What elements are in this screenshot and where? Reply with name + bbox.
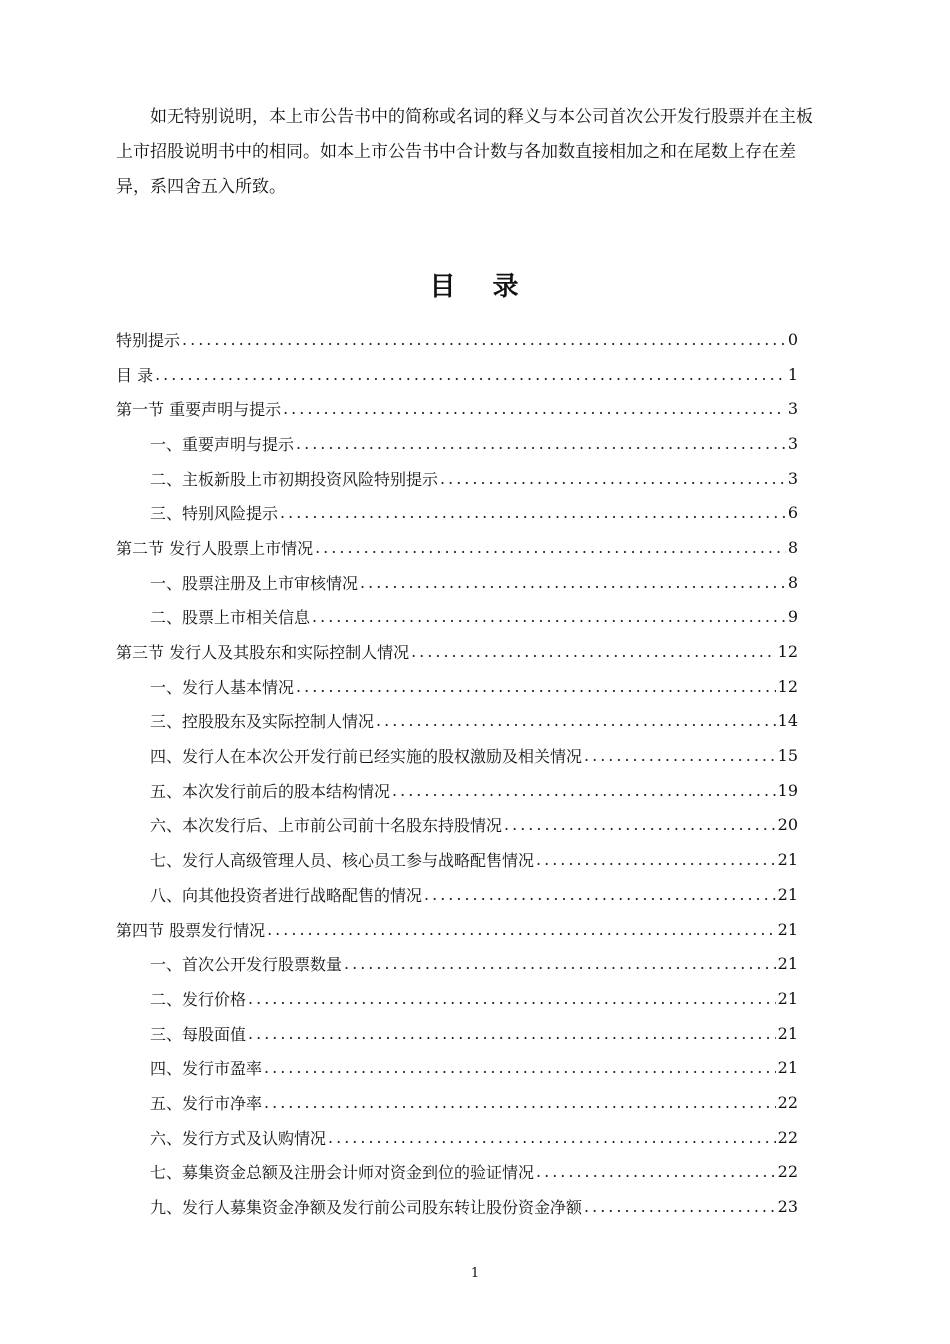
toc-entry-page: 22 bbox=[777, 1162, 798, 1182]
toc-entry[interactable] bbox=[116, 738, 798, 773]
toc-entry[interactable] bbox=[116, 461, 798, 496]
toc-leader-dots bbox=[280, 503, 786, 522]
toc-entry-page: 12 bbox=[777, 676, 798, 696]
toc-leader-dots bbox=[328, 1128, 776, 1147]
toc-entry[interactable] bbox=[116, 669, 798, 704]
toc-entry-label: 特别提示 bbox=[116, 330, 181, 350]
toc-leader-dots bbox=[536, 850, 776, 869]
toc-leader-dots bbox=[536, 1162, 776, 1181]
toc-leader-dots bbox=[155, 365, 786, 384]
toc-leader-dots bbox=[248, 989, 776, 1008]
toc-entry-page: 6 bbox=[787, 503, 798, 523]
toc-entry[interactable] bbox=[116, 565, 798, 600]
toc-entry-page: 21 bbox=[777, 988, 798, 1008]
toc-entry[interactable] bbox=[116, 634, 798, 669]
toc-leader-dots bbox=[424, 885, 776, 904]
toc-leader-dots bbox=[182, 330, 786, 349]
toc-entry-page: 21 bbox=[777, 1058, 798, 1078]
toc-title: 目 录 bbox=[429, 272, 533, 302]
toc-entry-label: 目 录 bbox=[116, 365, 154, 385]
toc-entry-label: 第一节 重要声明与提示 bbox=[116, 400, 282, 420]
toc-entry[interactable] bbox=[116, 1155, 798, 1190]
toc-entry-page: 8 bbox=[787, 572, 798, 592]
toc-entry[interactable] bbox=[116, 877, 798, 912]
toc-entry[interactable] bbox=[116, 495, 798, 530]
toc-entry-page: 21 bbox=[777, 954, 798, 974]
toc-entry-page: 3 bbox=[787, 399, 798, 419]
toc-entry[interactable] bbox=[116, 600, 798, 635]
toc-entry[interactable] bbox=[116, 912, 798, 947]
toc-entry[interactable] bbox=[116, 946, 798, 981]
toc-entry-page: 9 bbox=[787, 607, 798, 627]
toc-entry-label: 二、主板新股上市初期投资风险特别提示 bbox=[150, 469, 439, 489]
table-of-contents bbox=[116, 322, 798, 1224]
toc-entry-page: 21 bbox=[777, 1023, 798, 1043]
toc-entry-label: 四、发行人在本次公开发行前已经实施的股权激励及相关情况 bbox=[150, 747, 583, 767]
toc-leader-dots bbox=[296, 434, 786, 453]
toc-entry-page: 15 bbox=[777, 746, 798, 766]
toc-entry-label: 七、募集资金总额及注册会计师对资金到位的验证情况 bbox=[150, 1163, 535, 1183]
toc-leader-dots bbox=[264, 1093, 776, 1112]
toc-leader-dots bbox=[312, 607, 786, 626]
toc-entry-page: 8 bbox=[787, 537, 798, 557]
toc-entry-label: 四、发行市盈率 bbox=[150, 1059, 263, 1079]
toc-leader-dots bbox=[411, 642, 776, 661]
toc-leader-dots bbox=[504, 815, 776, 834]
toc-entry-label: 三、控股股东及实际控制人情况 bbox=[150, 712, 375, 732]
toc-entry-label: 五、发行市净率 bbox=[150, 1093, 263, 1113]
toc-entry-page: 0 bbox=[787, 329, 798, 349]
toc-entry-page: 22 bbox=[777, 1092, 798, 1112]
toc-entry[interactable] bbox=[116, 1085, 798, 1120]
page-number: 1 bbox=[470, 1266, 480, 1281]
toc-entry[interactable] bbox=[116, 1050, 798, 1085]
toc-entry-page: 12 bbox=[777, 642, 798, 662]
toc-entry-label: 三、特别风险提示 bbox=[150, 504, 279, 524]
toc-entry[interactable] bbox=[116, 808, 798, 843]
toc-entry-page: 3 bbox=[787, 468, 798, 488]
toc-leader-dots bbox=[392, 781, 776, 800]
toc-entry[interactable] bbox=[116, 842, 798, 877]
toc-entry[interactable] bbox=[116, 530, 798, 565]
toc-entry-label: 二、股票上市相关信息 bbox=[150, 608, 311, 628]
toc-entry-label: 二、发行价格 bbox=[150, 989, 247, 1009]
toc-entry[interactable] bbox=[116, 1016, 798, 1051]
toc-entry-label: 三、每股面值 bbox=[150, 1024, 247, 1044]
toc-leader-dots bbox=[315, 538, 786, 557]
toc-entry-page: 21 bbox=[777, 850, 798, 870]
toc-entry-page: 21 bbox=[777, 884, 798, 904]
toc-entry-label: 五、本次发行前后的股本结构情况 bbox=[150, 781, 391, 801]
toc-leader-dots bbox=[344, 954, 776, 973]
toc-entry-label: 九、发行人募集资金净额及发行前公司股东转让股份资金净额 bbox=[150, 1198, 583, 1218]
toc-entry[interactable] bbox=[116, 391, 798, 426]
toc-leader-dots bbox=[296, 677, 776, 696]
toc-leader-dots bbox=[360, 573, 786, 592]
toc-entry-label: 一、首次公开发行股票数量 bbox=[150, 955, 343, 975]
toc-leader-dots bbox=[584, 1197, 776, 1216]
toc-entry-page: 20 bbox=[777, 815, 798, 835]
toc-entry-label: 八、向其他投资者进行战略配售的情况 bbox=[150, 885, 423, 905]
toc-entry[interactable] bbox=[116, 357, 798, 392]
toc-entry-page: 1 bbox=[787, 364, 798, 384]
toc-entry-label: 第二节 发行人股票上市情况 bbox=[116, 538, 314, 558]
toc-leader-dots bbox=[264, 1058, 776, 1077]
toc-entry-label: 一、股票注册及上市审核情况 bbox=[150, 573, 359, 593]
toc-leader-dots bbox=[584, 746, 776, 765]
toc-entry-label: 第三节 发行人及其股东和实际控制人情况 bbox=[116, 643, 410, 663]
toc-leader-dots bbox=[267, 920, 776, 939]
toc-entry-label: 一、重要声明与提示 bbox=[150, 434, 295, 454]
toc-entry-page: 23 bbox=[777, 1197, 798, 1217]
intro-paragraph: 如无特别说明，本上市公告书中的简称或名词的释义与本公司首次公开发行股票并在主板上市招股说明书中的相同。如本上市公告书中合计数与各加数直接相加之和在尾数上存在差异，系四舍五入所致。 bbox=[116, 107, 813, 197]
toc-entry[interactable] bbox=[116, 773, 798, 808]
toc-entry-label: 七、发行人高级管理人员、核心员工参与战略配售情况 bbox=[150, 851, 535, 871]
toc-entry[interactable] bbox=[116, 1189, 798, 1224]
toc-entry-label: 六、本次发行后、上市前公司前十名股东持股情况 bbox=[150, 816, 503, 836]
toc-entry[interactable] bbox=[116, 704, 798, 739]
toc-entry[interactable] bbox=[116, 426, 798, 461]
toc-leader-dots bbox=[376, 711, 776, 730]
toc-entry-page: 19 bbox=[777, 780, 798, 800]
toc-entry[interactable] bbox=[116, 981, 798, 1016]
toc-leader-dots bbox=[283, 399, 786, 418]
toc-entry-page: 22 bbox=[777, 1127, 798, 1147]
toc-entry-page: 21 bbox=[777, 919, 798, 939]
toc-entry-page: 3 bbox=[787, 433, 798, 453]
toc-leader-dots bbox=[440, 469, 786, 488]
toc-entry-label: 第四节 股票发行情况 bbox=[116, 920, 266, 940]
toc-entry[interactable] bbox=[116, 1120, 798, 1155]
toc-entry-label: 一、发行人基本情况 bbox=[150, 677, 295, 697]
toc-entry-page: 14 bbox=[777, 711, 798, 731]
toc-entry-label: 六、发行方式及认购情况 bbox=[150, 1128, 327, 1148]
toc-leader-dots bbox=[248, 1024, 776, 1043]
toc-entry[interactable] bbox=[116, 322, 798, 357]
